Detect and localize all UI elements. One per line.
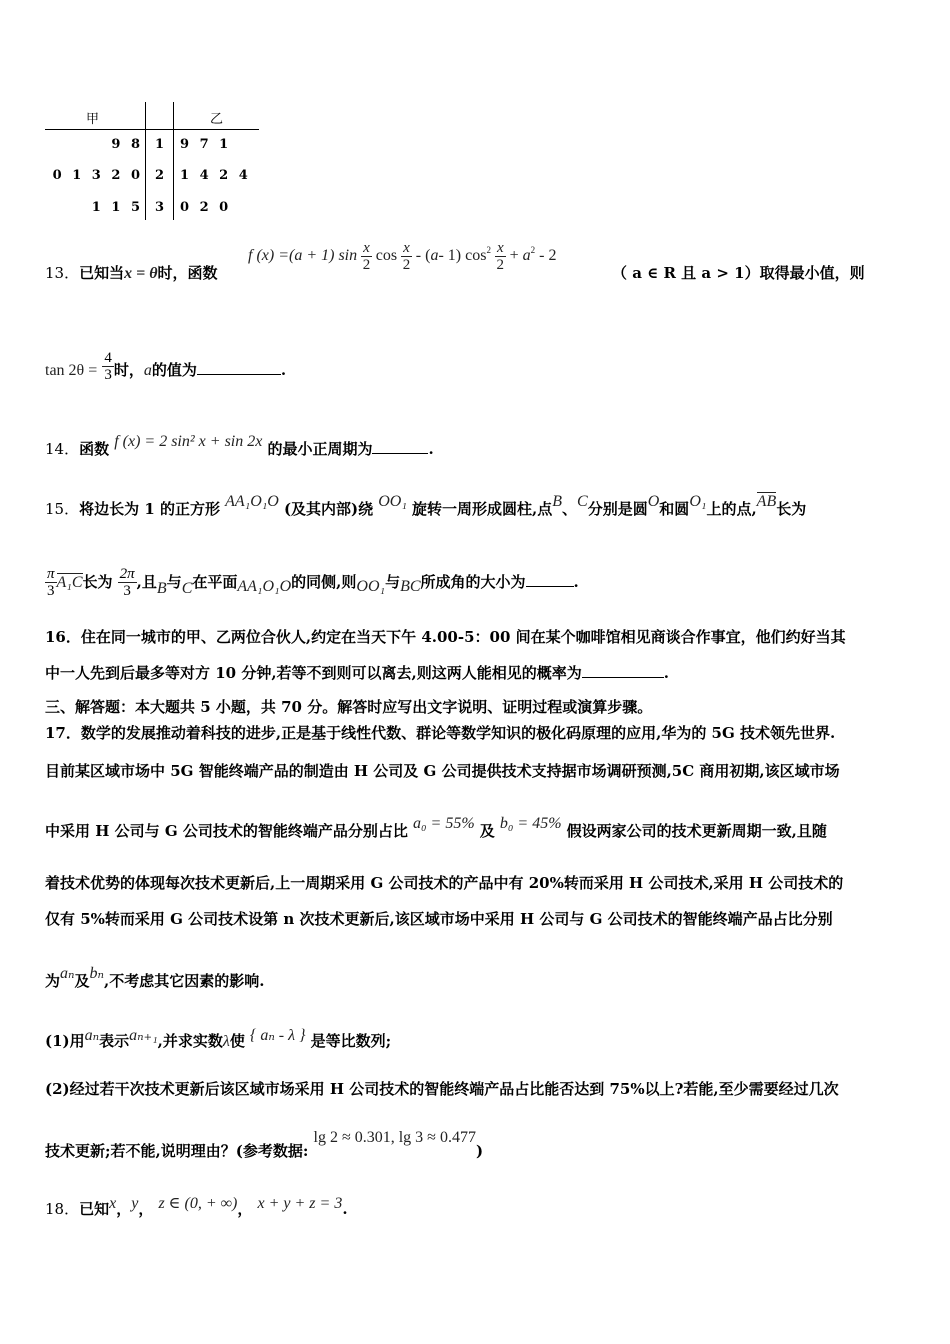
header-yi: 乙: [210, 112, 224, 127]
row2-stem: 2: [155, 168, 165, 183]
q13-function: f (x) =(a + 1) sin $\frac{x}{2}$ cos $\frac{x}{2}$ - (a- 1) $\cos^2$ $\frac{x}{2}$ + $a^2 - 2$: [248, 240, 557, 273]
q13-answer-blank[interactable]: [197, 362, 281, 375]
q14-function: f (x) = 2 sin² x + sin 2x: [114, 433, 263, 450]
question-18: 18．已知x，y， z ∈ (0, + ∞)， x + y + z = 3.: [45, 1195, 348, 1218]
header-jia: 甲: [86, 112, 100, 127]
table-header-line: [45, 129, 259, 130]
row2-left: 0 1 3 2 0: [52, 168, 140, 183]
section-3-title: 三、解答题：本大题共 5 小题，共 70 分。解答时应写出文字说明、证明过程或演算步骤。: [45, 698, 653, 716]
q16-answer-blank[interactable]: [582, 665, 664, 678]
question-14: 14．函数 f (x) = 2 sin² x + sin 2x 的最小正周期为 .: [45, 433, 434, 458]
row3-left: 1 1 5: [91, 200, 140, 215]
q15-answer-blank[interactable]: [526, 574, 574, 587]
row2-right: 1 4 2 4: [180, 168, 248, 183]
q14-answer-blank[interactable]: [372, 441, 428, 454]
table-divider-left: [145, 102, 146, 220]
row3-stem: 3: [155, 200, 165, 215]
row1-left: 9 8: [111, 137, 140, 152]
table-divider-right: [173, 102, 174, 220]
q13-tan: tan 2θ =: [45, 362, 98, 379]
row1-right: 9 7 1: [180, 137, 229, 152]
q13-range: （ a ∈ R 且 a > 1）取得最小值，则: [612, 264, 865, 282]
q13-number: 13．: [45, 264, 80, 282]
row3-right: 0 2 0: [180, 200, 229, 215]
q13-condition: x = θ: [124, 265, 158, 282]
row1-stem: 1: [155, 137, 165, 152]
